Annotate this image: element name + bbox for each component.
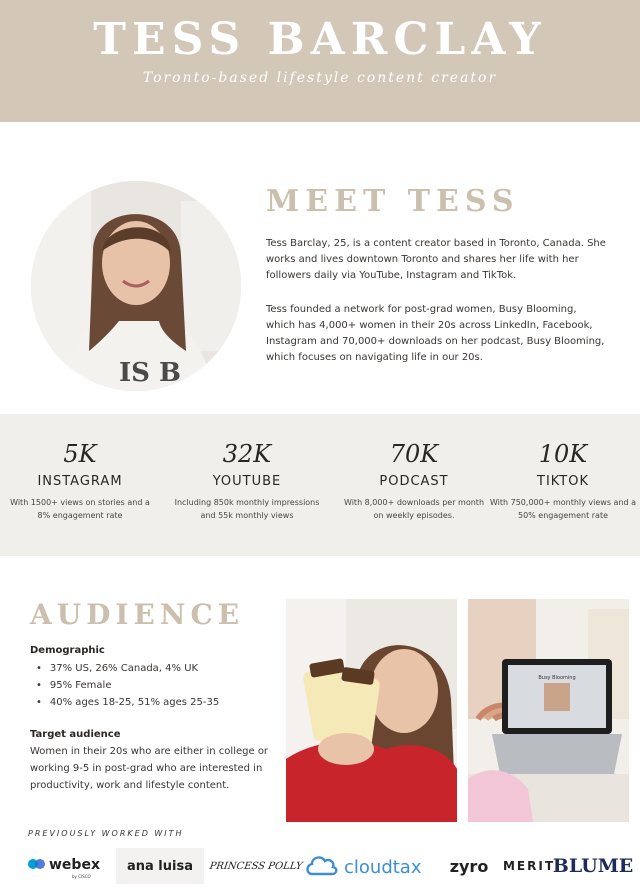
- laptop-screen-caption: Busy Blooming: [538, 675, 576, 681]
- audience-heading: AUDIENCE: [30, 598, 245, 631]
- webex-wordmark: webex: [49, 857, 100, 873]
- stat-description: With 1500+ views on stories and a 8% engagement rate: [10, 498, 150, 520]
- header-banner: [0, 0, 640, 122]
- target-audience-text: Women in their 20s who are either in college or working 9-5 in post-grad who are interested in productivity, work and lifestyle content.: [30, 746, 269, 791]
- list-item: • 40% ages 18-25, 51% ages 25-35: [36, 694, 219, 711]
- target-audience-heading: Target audience: [30, 729, 121, 740]
- cloudtax-logo: [306, 848, 432, 884]
- stat-description: With 750,000+ monthly views and a 50% engagement rate: [489, 498, 637, 520]
- stat-value: 5K: [63, 440, 97, 468]
- demographic-list: [36, 660, 219, 711]
- bio-paragraph-2: Tess founded a network for post-grad women, Busy Blooming, which has 4,000+ women in their 20s across LinkedIn, Facebook, Instagram and 70,000+ downloads on her podcast, Busy Blooming, which focuses on navigating life in our 20s.: [266, 304, 605, 363]
- stat-platform: YOUTUBE: [212, 474, 282, 489]
- list-item: • 95% Female: [36, 677, 219, 694]
- creator-name: TESS BARCLAY: [93, 14, 547, 65]
- stat-platform: PODCAST: [379, 474, 449, 489]
- cloudtax-wordmark: cloudtax: [344, 857, 422, 878]
- stats-band: [0, 414, 640, 556]
- zyro-logo: zyro: [449, 856, 489, 876]
- merit-logo: MERIT: [502, 859, 556, 873]
- stat-description: With 8,000+ downloads per month on weekly episodes.: [343, 498, 485, 520]
- demographic-heading: Demographic: [30, 645, 105, 656]
- princess-polly-logo: PRINCESS POLLY: [208, 860, 304, 872]
- webex-byline: by CISCO: [72, 874, 91, 879]
- ana-luisa-logo: ana luisa: [116, 848, 204, 884]
- meet-tess-heading: MEET TESS: [266, 184, 520, 219]
- product-photo: [286, 599, 457, 822]
- webex-logo: [26, 848, 102, 884]
- svg-text:IS B: IS B: [119, 358, 181, 388]
- list-item: • 37% US, 26% Canada, 4% UK: [36, 660, 219, 677]
- blume-logo: BLUME: [552, 855, 634, 877]
- worked-with-heading: PREVIOUSLY WORKED WITH: [28, 829, 184, 838]
- creator-tagline: Toronto-based lifestyle content creator: [142, 70, 498, 86]
- bio-paragraph-1: Tess Barclay, 25, is a content creator based in Toronto, Canada. She works and lives downtown Toronto and shares her life with her followers daily via YouTube, Instagram and TikTok.: [266, 238, 606, 281]
- stat-platform: TIKTOK: [537, 474, 589, 489]
- laptop-photo: [468, 599, 629, 822]
- stat-platform: INSTAGRAM: [37, 474, 123, 489]
- stat-value: 10K: [538, 440, 588, 468]
- portrait-photo: [31, 181, 241, 391]
- stat-description: Including 850k monthly impressions and 55k monthly views: [174, 498, 320, 520]
- stat-value: 32K: [222, 440, 272, 468]
- stat-value: 70K: [389, 440, 439, 468]
